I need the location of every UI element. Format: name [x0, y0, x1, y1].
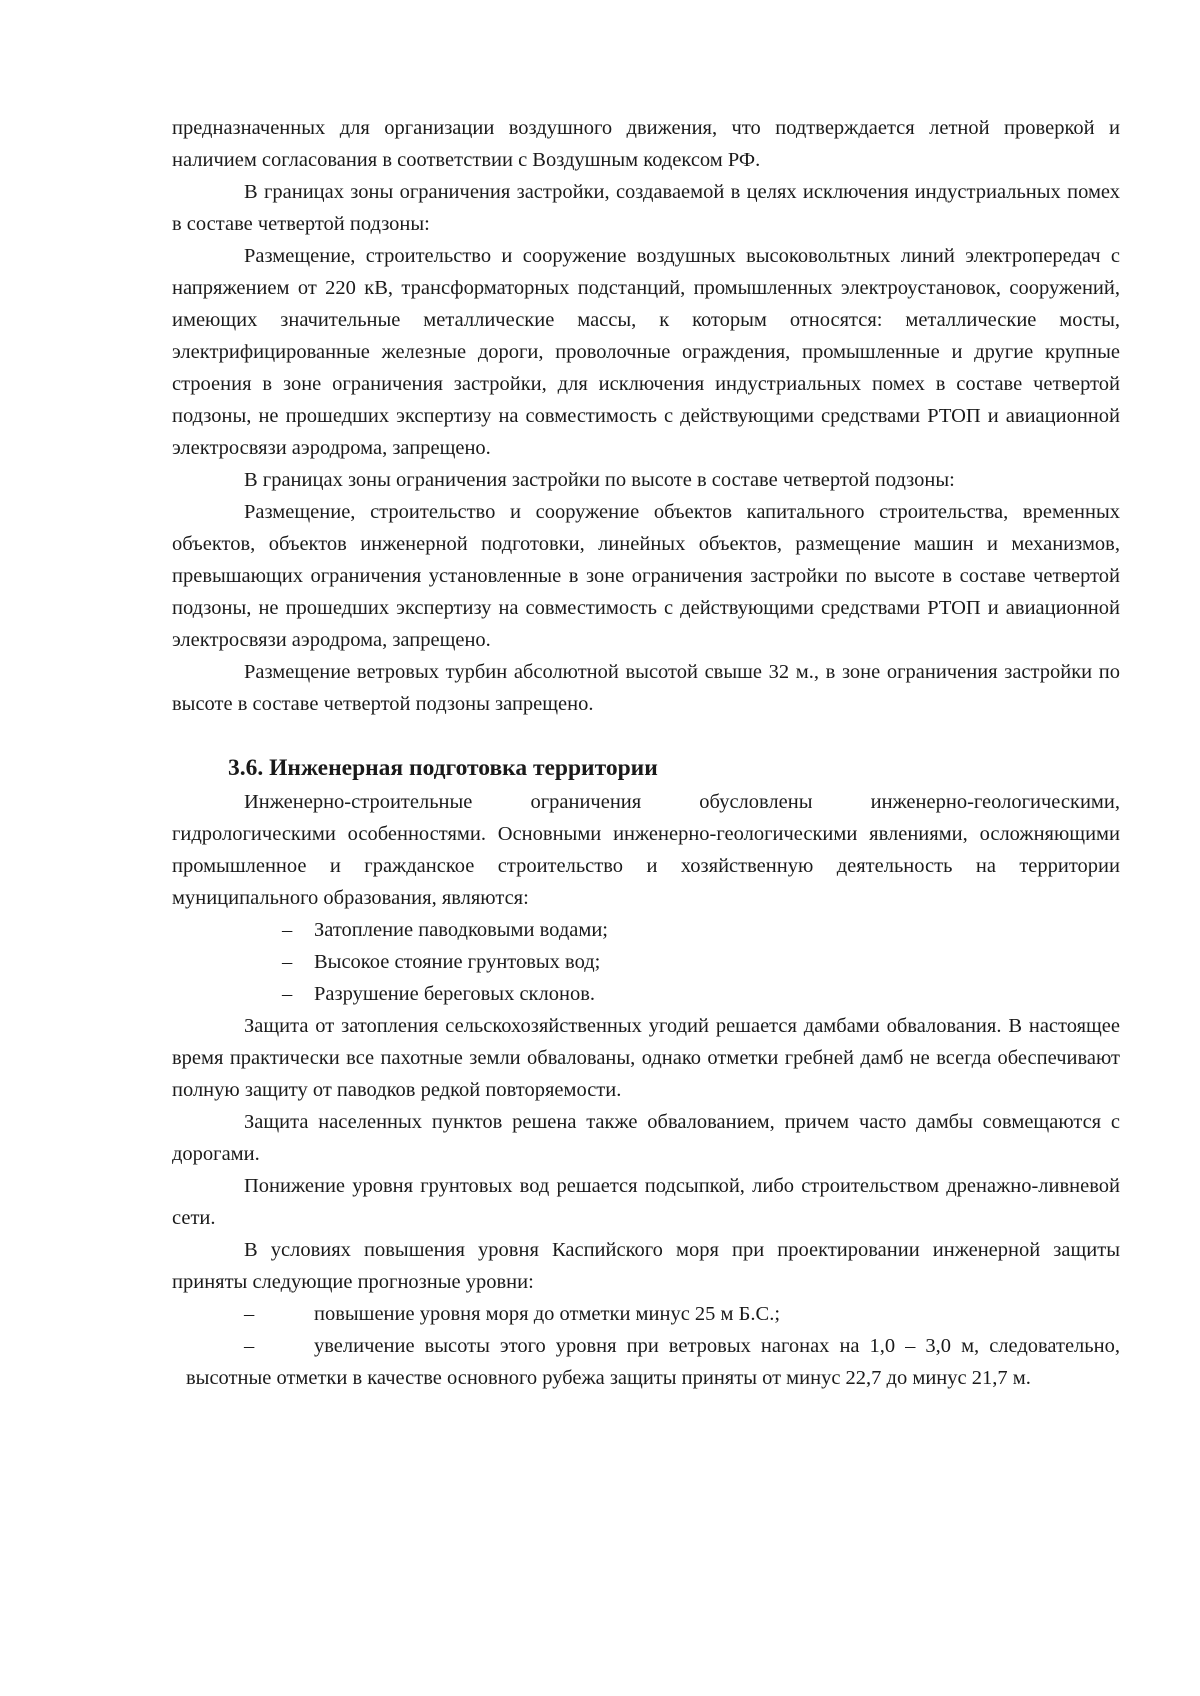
paragraph-zone-height: В границах зоны ограничения застройки по высоте в составе четвертой подзоны:: [244, 469, 955, 491]
paragraph-height-restrictions: Размещение, строительство и сооружение объектов капитального строительства, временных объектов, объектов инженерной подготовки, линейных объектов, размещение машин и механизмов, превышающих ограничения установленные в зоне ограничения застройки по высоте в составе четвертой подзоны, не прошедших экспертизу на совместимость с действующими средствами РТОП и авиационной электросвязи аэродрома, запрещено.: [172, 501, 1120, 651]
list-item: [172, 914, 1120, 946]
forecast-levels-list: [172, 1298, 1120, 1394]
paragraph-continuation: предназначенных для организации воздушного движения, что подтверждается летной проверкой и наличием согласования в соответствии с Воздушным кодексом РФ.: [172, 117, 1120, 171]
list-item: [172, 946, 1120, 978]
list-item-text: Разрушение береговых склонов.: [314, 983, 596, 1005]
list-item-text: Высокое стояние грунтовых вод;: [314, 951, 601, 973]
dash-bullet: –: [282, 919, 293, 941]
paragraph-agricultural-protection: Защита от затопления сельскохозяйственных угодий решается дамбами обвалования. В настоящее время практически все пахотные земли обвалованы, однако отметки гребней дамб не всегда обеспечивают полную защиту от паводков редкой повторяемости.: [172, 1015, 1120, 1101]
document-page: [172, 112, 1120, 1394]
dash-bullet: –: [282, 951, 293, 973]
list-item: [172, 978, 1120, 1010]
list-item: [172, 1298, 1120, 1330]
phenomena-list: [172, 914, 1120, 1010]
paragraph-section-intro: Инженерно-строительные ограничения обусловлены инженерно-геологическими, гидрологическими особенностями. Основными инженерно-геологическими явлениями, осложняющими промышленное и гражданское строительство и хозяйственную деятельность на территории муниципального образования, являются:: [172, 791, 1120, 909]
list-item-text: Затопление паводковыми водами;: [314, 919, 608, 941]
dash-bullet: –: [244, 1335, 255, 1357]
paragraph-settlement-protection: Защита населенных пунктов решена также обвалованием, причем часто дамбы совмещаются с дорогами.: [172, 1111, 1120, 1165]
list-item-text: увеличение высоты этого уровня при ветровых нагонах на 1,0 – 3,0 м, следовательно, высотные отметки в качестве основного рубежа защиты приняты от минус 22,7 до минус 21,7 м.: [186, 1335, 1120, 1389]
section-heading: 3.6. Инженерная подготовка территории: [228, 755, 658, 781]
list-item: [172, 1330, 1120, 1394]
paragraph-caspian-levels: В условиях повышения уровня Каспийского моря при проектировании инженерной защиты приняты следующие прогнозные уровни:: [172, 1239, 1120, 1293]
list-item-text: повышение уровня моря до отметки минус 25 м Б.С.;: [314, 1303, 781, 1325]
paragraph-industrial-restrictions: Размещение, строительство и сооружение воздушных высоковольтных линий электропередач с напряжением от 220 кВ, трансформаторных подстанций, промышленных электроустановок, сооружений, имеющих значительные металлические массы, к которым относятся: металлические мосты, электрифицированные железные дороги, проволочные ограждения, промышленные и другие крупные строения в зоне ограничения застройки, для исключения индустриальных помех в составе четвертой подзоны, не прошедших экспертизу на совместимость с действующими средствами РТОП и авиационной электросвязи аэродрома, запрещено.: [172, 245, 1120, 459]
dash-bullet: –: [282, 983, 293, 1005]
paragraph-groundwater: Понижение уровня грунтовых вод решается подсыпкой, либо строительством дренажно-ливневой сети.: [172, 1175, 1120, 1229]
paragraph-wind-turbines: Размещение ветровых турбин абсолютной высотой свыше 32 м., в зоне ограничения застройки по высоте в составе четвертой подзоны запрещено.: [172, 661, 1120, 715]
dash-bullet: –: [244, 1303, 255, 1325]
paragraph-zone-industrial: В границах зоны ограничения застройки, создаваемой в целях исключения индустриальных помех в составе четвертой подзоны:: [172, 181, 1120, 235]
